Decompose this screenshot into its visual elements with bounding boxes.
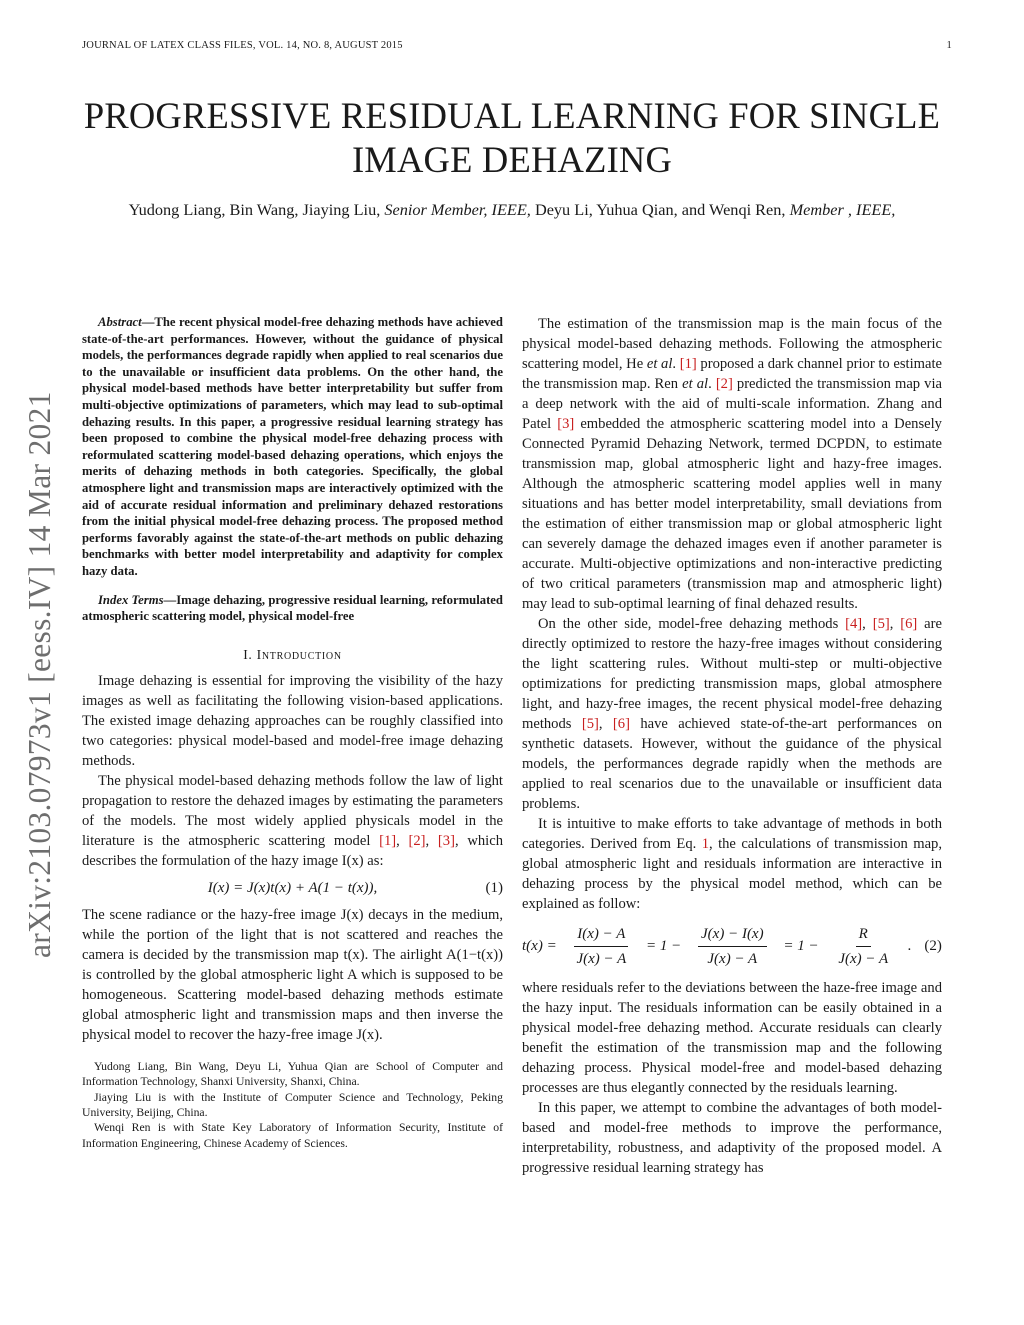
index-terms-text: —Image dehazing, progressive residual learning, reformulated atmospheric scattering model, physical model-free <box>82 592 503 624</box>
intro-paragraph-2: The physical model-based dehazing methods follow the law of light propagation to restore the dehazed images by estimating the parameters of the models. The most widely applied physicals model in the literature is the atmospheric scattering model [1], [2], [3], which describes the formulation of the hazy image I(x) as: <box>82 772 503 869</box>
author-names-2: Deyu Li, Yuhua Qian, and Wenqi Ren, <box>534 200 786 219</box>
author-footnotes <box>82 1059 503 1151</box>
equation-1-number: (1) <box>485 879 503 896</box>
equation-2-fraction-3: $\frac{R}{J(x) - A}$ <box>838 925 889 967</box>
citation-link-1[interactable]: [1] <box>379 832 397 849</box>
citation-link-2[interactable]: [2] <box>408 832 426 849</box>
citation-link-1[interactable]: [1] <box>679 356 697 372</box>
citation-link-3[interactable]: [3] <box>437 832 455 849</box>
author-list <box>82 199 942 221</box>
citation-link-3[interactable]: [3] <box>557 416 575 432</box>
right-paragraph-2: On the other side, model-free dehazing methods [4], [5], [6] are directly optimized to restore the hazy-free images without considering the light scattering rules. Without multi-step or multi-objective optimizations for predicting transmission maps, global atmosphere light, and hazy-free images, the recent physical model-free dehazing methods [5], [6] have achieved state-of-the-art performances on synthetic datasets. However, without the guidance of the physical models, the performances degrade rapidly when the methods are applied to real scenarios due to the unavailable or insufficient data problems. <box>522 616 942 812</box>
index-terms <box>82 592 503 625</box>
arxiv-stamp: arXiv:2103.07973v1 [eess.IV] 14 Mar 2021 <box>22 391 57 958</box>
equation-2-number: (2) <box>924 938 942 954</box>
abstract-label: Abstract <box>98 315 142 329</box>
paper-title: PROGRESSIVE RESIDUAL LEARNING FOR SINGLE IMAGE DEHAZING <box>83 95 941 180</box>
left-column <box>82 314 503 1151</box>
intro-paragraph-1: Image dehazing is essential for improving the visibility of the hazy images as well as facilitating the following vision-based applications. The existed image dehazing approaches can be roughly classified into two categories: physical model-based and model-free image dehazing methods. <box>82 672 503 769</box>
index-terms-label: Index Terms <box>98 592 164 607</box>
author-names-1: Yudong Liang, Bin Wang, Jiaying Liu, <box>128 200 381 219</box>
intro-paragraph-3: The scene radiance or the hazy-free image J(x) decays in the medium, while the portion of the light that is not scattered and reaches the camera is decided by the transmission map t(x). The airlight A(1−t(x)) is controlled by the global atmospheric light A which is supposed to be homogeneous. Scattering model-based dehazing methods estimate global atmospheric light and transmission maps and then inverse the physical model to recover the hazy-free image J(x). <box>82 906 503 1043</box>
equation-2-lhs: t(x) = <box>522 938 557 954</box>
author-role-1: Senior Member, IEEE, <box>384 200 531 219</box>
equation-reference-link[interactable]: 1 <box>701 836 710 852</box>
equation-2-fraction-2: $\frac{J(x) - I(x)}{J(x) - A}$ <box>698 924 767 969</box>
page-number: 1 <box>946 40 952 51</box>
footnote-2: Jiaying Liu is with the Institute of Computer Science and Technology, Peking University, Beijing, China. <box>82 1090 503 1119</box>
citation-link-2[interactable]: [2] <box>715 376 733 392</box>
right-column <box>522 314 942 1178</box>
running-head <box>82 40 952 51</box>
right-paragraph-3: It is intuitive to make efforts to take advantage of methods in both categories. Derived from Eq. 1, the calculations of transmission map, global atmospheric light and residuals information are interactive in dehazing process by the physical model method, which can be explained as follow: <box>522 816 942 912</box>
citation-link-5[interactable]: [5] <box>872 616 890 632</box>
author-role-2: Member , IEEE, <box>789 200 896 219</box>
equation-1 <box>82 871 503 905</box>
citation-link-6[interactable]: [6] <box>612 716 630 732</box>
citation-link-4[interactable]: [4] <box>845 616 863 632</box>
journal-name: JOURNAL OF LATEX CLASS FILES, VOL. 14, NO. 8, AUGUST 2015 <box>82 40 403 51</box>
section-heading-introduction: I. Introduction <box>243 646 342 662</box>
citation-link-6[interactable]: [6] <box>900 616 918 632</box>
abstract-text: —The recent physical model-free dehazing methods have achieved state-of-the-art performances. However, without the guidance of physical models, the performances degrade rapidly when applied to real scenarios due to the unavailable or insufficient data problems. On the other hand, the physical model-based methods have better interpretability but suffer from multi-objective optimizations of parameters, which may lead to sub-optimal dehazing results. In this paper, a progressive residual learning strategy has been proposed to combine the physical model-free dehazing process with reformulated scattering model-based dehazing operations, which enjoys the merits of dehazing methods in both categories. Specifically, the global atmosphere light and transmission maps are interactively optimized with the aid of accurate residual information and preliminary dehazed restorations from the initial physical model-free dehazing process. The proposed method performs favorably against the state-of-the-art methods on public dehazing benchmarks with better model interpretability and adaptivity for complex hazy data. <box>82 315 503 578</box>
footnote-1: Yudong Liang, Bin Wang, Deyu Li, Yuhua Qian are School of Computer and Information Technology, Shanxi University, Shanxi, China. <box>82 1059 503 1089</box>
abstract <box>82 314 503 580</box>
equation-2-fraction-1: $\frac{I(x) - A}{J(x) - A}$ <box>573 924 629 969</box>
right-paragraph-4: where residuals refer to the deviations between the haze-free image and the hazy input. The residuals information can be easily obtained in a physical model-free dehazing method. Accurate residuals can clearly benefit the estimation of the transmission map and the following dehazing process. Physical model-free and model-based dehazing processes are thus elegantly connected by the residuals learning. <box>522 980 942 1096</box>
footnote-3: Wenqi Ren is with State Key Laboratory of Information Security, Institute of Information Engineering, Chinese Academy of Sciences. <box>82 1121 503 1150</box>
equation-2: t(x) = $\frac{I(x) - A}{J(x) - A}$ = 1 − $\frac{J(x) - I(x)}{J(x) - A}$ = 1 − $\frac{R}{J(x) - A}$ . (2) <box>522 925 942 967</box>
citation-link-5[interactable]: [5] <box>581 716 599 732</box>
right-paragraph-5: In this paper, we attempt to combine the advantages of both model-based and model-free methods to improve the performance, interpretability, robustness, and adaptivity of the proposed model. A progressive residual learning strategy has <box>522 1100 942 1176</box>
right-paragraph-1: The estimation of the transmission map is the main focus of the physical model-based dehazing methods. Following the atmospheric scattering model, He et al. [1] proposed a dark channel prior to estimate the transmission map. Ren et al. [2] predicted the transmission map via a deep network with the aid of multi-scale information. Zhang and Patel [3] embedded the atmospheric scattering model into a Densely Connected Pyramid Dehazing Network, termed DCPDN, to estimate transmission map, global atmospheric light and hazy-free images. Although the atmospheric scattering model applies well in many situations and has better model interpretability, small deviations from the estimation of either transmission map or global atmospheric light can severely damage the dehazed images even if another parameter is accurate. Multi-objective optimizations and non-interactive predicting of two critical parameters (transmission map and atmospheric light) may lead to sub-optimal learning of final dehazed results. <box>522 316 942 612</box>
equation-1-body: I(x) = J(x)t(x) + A(1 − t(x)), <box>207 879 378 896</box>
